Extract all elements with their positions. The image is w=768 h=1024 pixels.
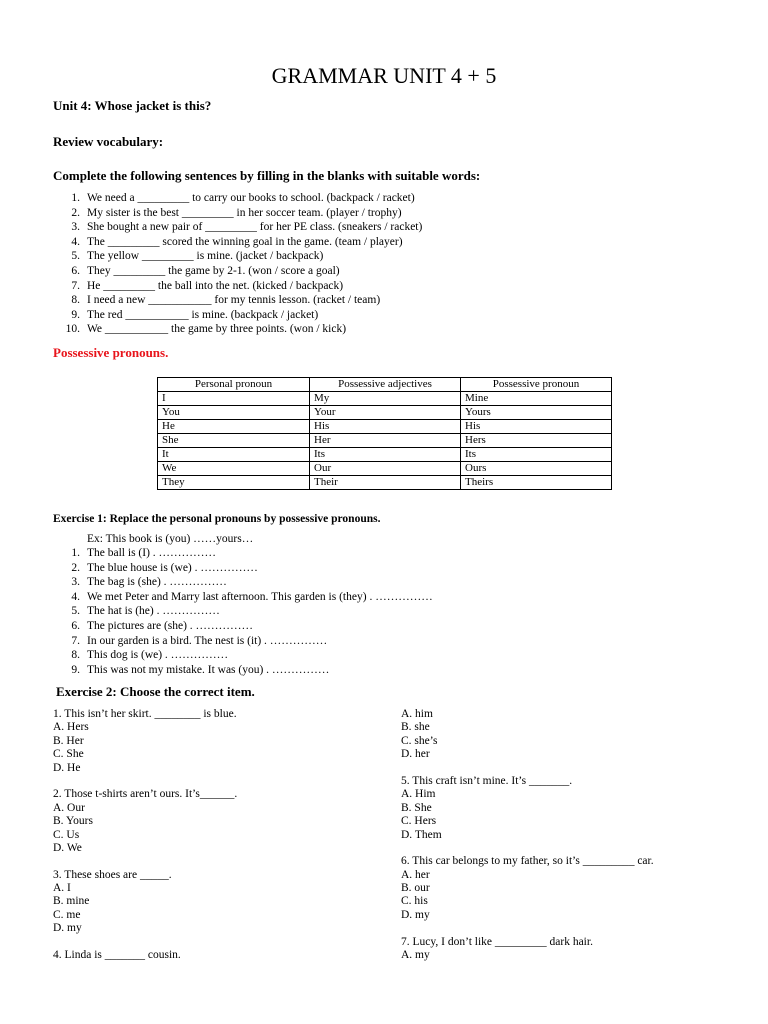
question-text: 1. This isn’t her skirt. ________ is blue. bbox=[53, 708, 237, 720]
item-text: The hat is (he) . …………… bbox=[87, 605, 220, 618]
table-row bbox=[158, 434, 612, 448]
item-number: 1. bbox=[71, 547, 80, 559]
vocabulary-exercise-list bbox=[53, 191, 422, 337]
table-cell: Ours bbox=[461, 462, 612, 476]
table-row bbox=[158, 406, 612, 420]
list-item bbox=[53, 264, 422, 279]
list-item bbox=[53, 575, 433, 590]
table-row bbox=[158, 462, 612, 476]
item-text: The blue house is (we) . …………… bbox=[87, 561, 258, 574]
answer-option: D. my bbox=[401, 908, 430, 921]
answer-option: B. She bbox=[401, 801, 432, 814]
answer-option: A. I bbox=[53, 882, 71, 895]
table-cell: Mine bbox=[461, 392, 612, 406]
complete-instruction: Complete the following sentences by filling in the blanks with suitable words: bbox=[53, 168, 481, 183]
item-text: I need a new ___________ for my tennis lesson. (racket / team) bbox=[87, 294, 381, 307]
table-cell: His bbox=[461, 420, 612, 434]
item-number: 1. bbox=[71, 192, 80, 204]
table-cell: My bbox=[310, 392, 461, 406]
item-number: 9. bbox=[71, 663, 80, 676]
item-text: The _________ scored the winning goal in the game. (team / player) bbox=[87, 235, 403, 248]
item-text: We met Peter and Marry last afternoon. This garden is (they) . …………… bbox=[87, 590, 433, 603]
exercise1-heading: Exercise 1: Replace the personal pronouns by possessive pronouns. bbox=[53, 513, 381, 525]
answer-option: A. her bbox=[401, 868, 430, 881]
answer-option: D. We bbox=[53, 841, 82, 854]
list-item bbox=[53, 293, 422, 308]
item-text: This was not my mistake. It was (you) . …………… bbox=[87, 663, 330, 676]
table-cell: Your bbox=[310, 406, 461, 420]
list-item bbox=[53, 663, 433, 678]
answer-option: D. her bbox=[401, 748, 430, 761]
item-text: The bag is (she) . …………… bbox=[87, 576, 227, 589]
spacer bbox=[53, 936, 373, 949]
item-text: We ___________ the game by three points. (won / kick) bbox=[87, 323, 347, 336]
question-text: 3. These shoes are _____. bbox=[53, 868, 172, 881]
answer-option: A. Him bbox=[401, 788, 436, 801]
item-text: The yellow _________ is mine. (jacket / backpack) bbox=[87, 250, 324, 263]
table-cell: He bbox=[158, 420, 310, 434]
list-item bbox=[53, 308, 422, 323]
table-header-cell: Personal pronoun bbox=[158, 378, 310, 392]
table-cell: It bbox=[158, 448, 310, 462]
item-text: The ball is (I) . …………… bbox=[87, 547, 217, 559]
list-item bbox=[53, 206, 422, 221]
item-text: They _________ the game by 2-1. (won / score a goal) bbox=[87, 264, 340, 277]
item-number: 5. bbox=[71, 250, 80, 263]
item-text: We need a _________ to carry our books to school. (backpack / racket) bbox=[87, 192, 415, 204]
item-text: This dog is (we) . …………… bbox=[87, 649, 229, 662]
table-header-row bbox=[158, 378, 612, 392]
list-item bbox=[53, 590, 433, 605]
item-number: 6. bbox=[71, 264, 80, 277]
item-number: 9. bbox=[71, 308, 80, 321]
table-cell: Their bbox=[310, 476, 461, 490]
list-item bbox=[53, 619, 433, 634]
item-number: 3. bbox=[71, 576, 80, 589]
spacer bbox=[53, 855, 373, 868]
answer-option: A. him bbox=[401, 708, 433, 720]
exercise2-left-column bbox=[53, 708, 373, 962]
exercise2-right-column bbox=[401, 708, 721, 962]
item-number: 3. bbox=[71, 221, 80, 234]
item-text: The red ___________ is mine. (backpack / jacket) bbox=[87, 308, 319, 321]
answer-option: B. Her bbox=[53, 734, 84, 747]
item-number: 8. bbox=[71, 649, 80, 662]
table-row bbox=[158, 476, 612, 490]
table-header-cell: Possessive pronoun bbox=[461, 378, 612, 392]
answer-option: A. Hers bbox=[53, 721, 89, 734]
table-cell: Hers bbox=[461, 434, 612, 448]
table-cell: You bbox=[158, 406, 310, 420]
spacer bbox=[401, 762, 721, 775]
question-text: 4. Linda is _______ cousin. bbox=[53, 949, 181, 962]
exercise1-example: Ex: This book is (you) ……yours… bbox=[87, 533, 254, 545]
list-item bbox=[53, 648, 433, 663]
answer-option: A. my bbox=[401, 949, 430, 962]
table-cell: Its bbox=[461, 448, 612, 462]
table-cell: We bbox=[158, 462, 310, 476]
question-text: 7. Lucy, I don’t like _________ dark hair. bbox=[401, 935, 593, 948]
table-cell: Yours bbox=[461, 406, 612, 420]
exercise1-list bbox=[53, 546, 433, 677]
table-cell: She bbox=[158, 434, 310, 448]
answer-option: B. Yours bbox=[53, 815, 93, 828]
table-cell: I bbox=[158, 392, 310, 406]
item-number: 7. bbox=[71, 634, 80, 647]
list-item bbox=[53, 561, 433, 576]
answer-option: D. He bbox=[53, 761, 81, 774]
table-cell: Her bbox=[310, 434, 461, 448]
item-number: 6. bbox=[71, 619, 80, 632]
answer-option: C. Us bbox=[53, 828, 80, 841]
item-number: 4. bbox=[71, 235, 80, 248]
table-cell: Theirs bbox=[461, 476, 612, 490]
answer-option: D. Them bbox=[401, 828, 442, 841]
spacer bbox=[401, 922, 721, 935]
page-title: GRAMMAR UNIT 4 + 5 bbox=[271, 63, 497, 88]
question-text: 2. Those t-shirts aren’t ours. It’s______. bbox=[53, 788, 238, 801]
spacer bbox=[401, 842, 721, 855]
answer-option: B. our bbox=[401, 882, 430, 895]
list-item bbox=[53, 634, 433, 649]
answer-option: B. mine bbox=[53, 895, 90, 908]
spacer bbox=[53, 775, 373, 788]
item-text: The pictures are (she) . …………… bbox=[87, 619, 254, 632]
question-text: 6. This car belongs to my father, so it’s _________ car. bbox=[401, 855, 654, 868]
table-row bbox=[158, 392, 612, 406]
answer-option: C. me bbox=[53, 908, 81, 921]
table-row bbox=[158, 420, 612, 434]
item-number: 4. bbox=[71, 590, 80, 603]
unit-heading: Unit 4: Whose jacket is this? bbox=[53, 98, 212, 113]
possessive-pronouns-heading: Possessive pronouns. bbox=[53, 345, 169, 360]
item-text: My sister is the best _________ in her soccer team. (player / trophy) bbox=[87, 206, 402, 219]
question-text: 5. This craft isn’t mine. It’s _______. bbox=[401, 774, 573, 787]
item-text: He _________ the ball into the net. (kicked / backpack) bbox=[87, 279, 344, 292]
answer-option: C. his bbox=[401, 895, 428, 908]
review-vocabulary-heading: Review vocabulary: bbox=[53, 134, 164, 149]
item-text: In our garden is a bird. The nest is (it) . …………… bbox=[87, 634, 328, 647]
item-number: 10. bbox=[65, 323, 80, 336]
answer-option: D. my bbox=[53, 922, 82, 935]
item-number: 7. bbox=[71, 279, 80, 292]
answer-option: C. She bbox=[53, 748, 84, 761]
list-item bbox=[53, 604, 433, 619]
list-item bbox=[53, 191, 422, 206]
table-cell: Our bbox=[310, 462, 461, 476]
pronoun-table bbox=[157, 377, 612, 490]
table-header-cell: Possessive adjectives bbox=[310, 378, 461, 392]
table-cell: Its bbox=[310, 448, 461, 462]
list-item bbox=[53, 322, 422, 337]
exercise2-heading: Exercise 2: Choose the correct item. bbox=[56, 684, 255, 699]
table-row bbox=[158, 448, 612, 462]
answer-option: A. Our bbox=[53, 801, 85, 814]
item-number: 2. bbox=[71, 561, 80, 574]
item-number: 8. bbox=[71, 294, 80, 307]
answer-option: C. she’s bbox=[401, 734, 438, 747]
item-number: 2. bbox=[71, 206, 80, 219]
answer-option: B. she bbox=[401, 721, 430, 734]
list-item bbox=[53, 279, 422, 294]
list-item bbox=[53, 235, 422, 250]
item-text: She bought a new pair of _________ for her PE class. (sneakers / racket) bbox=[87, 221, 423, 234]
list-item bbox=[53, 546, 433, 561]
table-cell: They bbox=[158, 476, 310, 490]
list-item bbox=[53, 249, 422, 264]
table-cell: His bbox=[310, 420, 461, 434]
answer-option: C. Hers bbox=[401, 815, 437, 828]
list-item bbox=[53, 220, 422, 235]
item-number: 5. bbox=[71, 605, 80, 618]
